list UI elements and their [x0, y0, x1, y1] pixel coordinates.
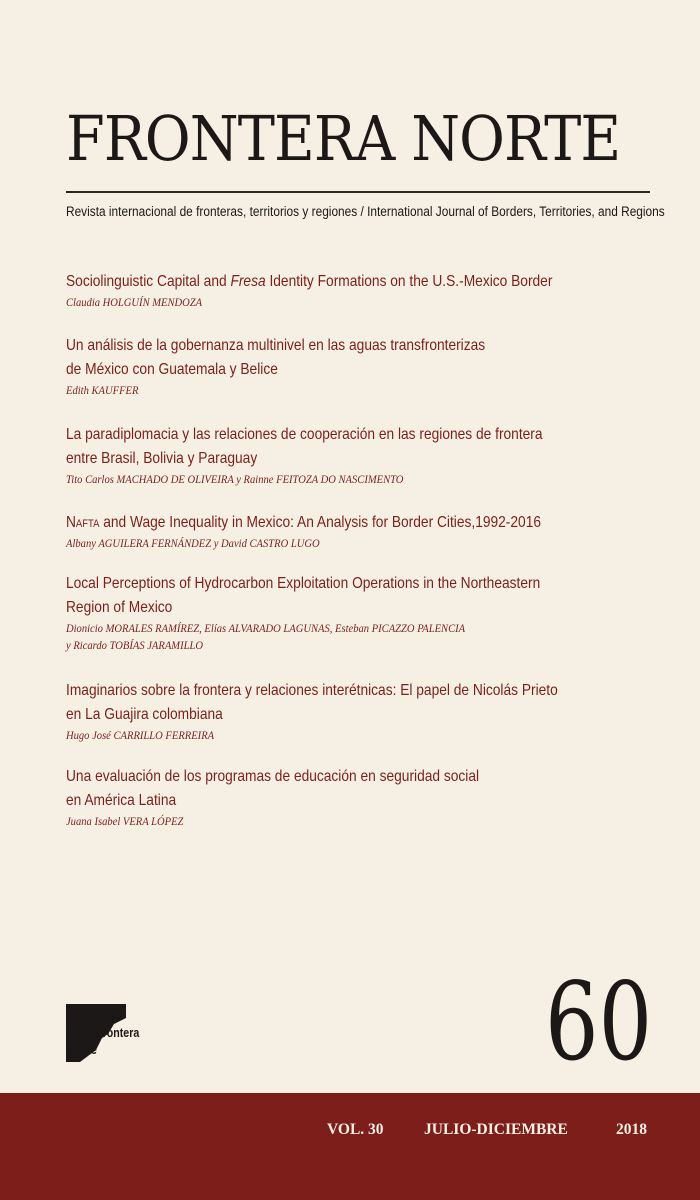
article-title-line2: en La Guajira colombiana — [66, 706, 223, 723]
article-authors: Juana Isabel VERA LÓPEZ — [66, 814, 184, 828]
article-authors: Edith KAUFFER — [66, 383, 139, 397]
period-label: JULIO-DICIEMBRE — [424, 1121, 568, 1138]
article-title-line2: entre Brasil, Bolivia y Paraguay — [66, 450, 258, 467]
publisher-name-line1: El Colegio — [69, 1008, 121, 1022]
publisher-name-line3: Norte — [69, 1043, 97, 1057]
article-authors: Claudia HOLGUÍN MENDOZA — [66, 295, 203, 309]
issue-number: 60 — [545, 960, 653, 1085]
article-authors: Albany AGUILERA FERNÁNDEZ y David CASTRO LUGO — [66, 536, 320, 550]
year-label: 2018 — [616, 1121, 647, 1138]
article-item — [66, 765, 666, 830]
article-authors-line1: Dionicio MORALES RAMÍREZ, Elías ALVARADO LAGUNAS, Esteban PICAZZO PALENCIA — [66, 621, 466, 635]
footer-band — [0, 1093, 700, 1200]
article-title: Nafta and Wage Inequality in Mexico: An Analysis for Border Cities,1992-2016 — [66, 514, 542, 531]
article-authors-line2: y Ricardo TOBÍAS JARAMILLO — [66, 638, 203, 652]
article-title-line1: Local Perceptions of Hydrocarbon Exploitation Operations in the Northeastern — [66, 575, 541, 592]
article-title-line1: Imaginarios sobre la frontera y relaciones interétnicas: El papel de Nicolás Prieto — [66, 682, 558, 699]
title-divider — [66, 191, 650, 193]
article-title-line1: La paradiplomacia y las relaciones de cooperación en las regiones de frontera — [66, 426, 543, 443]
article-authors: Hugo José CARRILLO FERREIRA — [66, 728, 215, 742]
article-item — [66, 423, 666, 488]
article-item — [66, 572, 666, 654]
article-title-line2: Region of Mexico — [66, 599, 173, 616]
article-title-line2: en América Latina — [66, 792, 177, 809]
article-item — [66, 270, 666, 311]
article-item — [66, 334, 666, 399]
article-item — [66, 511, 666, 552]
article-authors: Tito Carlos MACHADO DE OLIVEIRA y Rainne FEITOZA DO NASCIMENTO — [66, 472, 404, 486]
article-title: Sociolinguistic Capital and Fresa Identity Formations on the U.S.-Mexico Border — [66, 273, 553, 290]
publisher-name — [69, 1007, 139, 1060]
article-title-line1: Una evaluación de los programas de educación en seguridad social — [66, 768, 480, 785]
article-title-line2: de México con Guatemala y Belice — [66, 361, 278, 378]
journal-title: FRONTERA NORTE — [66, 102, 621, 175]
article-title-line1: Un análisis de la gobernanza multinivel en las aguas transfronterizas — [66, 337, 486, 354]
article-item — [66, 679, 666, 744]
volume-label: VOL. 30 — [327, 1121, 384, 1138]
publisher-name-line2: de la Frontera — [69, 1025, 140, 1040]
journal-subtitle: Revista internacional de fronteras, territorios y regiones / International Journal of Borders, Territories, and Regions — [66, 204, 665, 219]
